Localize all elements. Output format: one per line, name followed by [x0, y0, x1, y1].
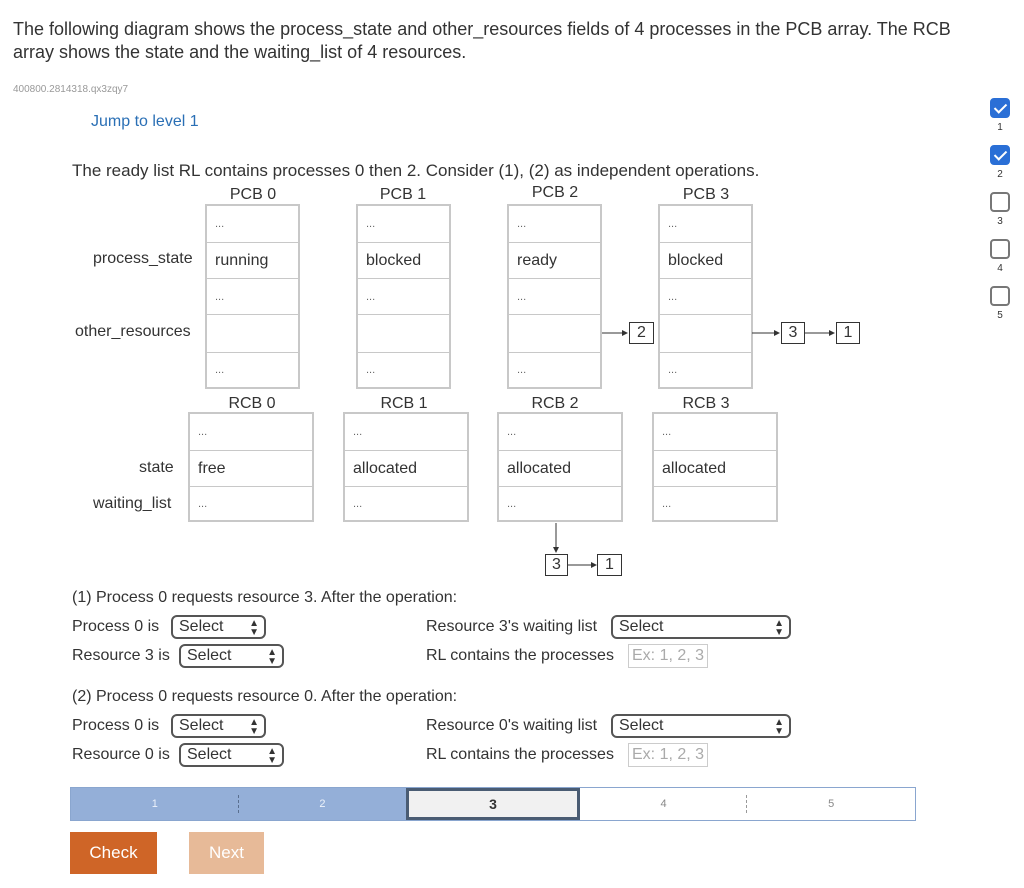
pcb-cell-ellipsis: ... [358, 279, 449, 315]
pcb-1-state: blocked [358, 243, 449, 279]
pcb-1-other-resources [358, 315, 449, 353]
rcb-1-waiting-list: ... [353, 497, 363, 510]
q2-resource-select[interactable] [179, 743, 284, 767]
question-id: 400800.2814318.qx3zqy7 [13, 84, 129, 95]
pcb-2-state: ready [509, 243, 600, 279]
pcb-cell-ellipsis: ... [207, 279, 298, 315]
pcb-cell-ellipsis: ... [358, 206, 449, 243]
level-4-checkbox[interactable] [990, 239, 1010, 259]
q1-heading: (1) Process 0 requests resource 3. After the operation: [72, 589, 458, 606]
rcb-cell-ellipsis: ... [190, 414, 312, 451]
progress-level-3[interactable]: 3 [406, 788, 580, 820]
rcb-3-waiting-list: ... [662, 497, 672, 510]
q2-heading: (2) Process 0 requests resource 0. After the operation: [72, 688, 458, 705]
rcb-1-state: allocated [345, 451, 467, 487]
rcb-3-block [652, 412, 778, 522]
pcb-2-block [507, 204, 602, 389]
progress-level-2[interactable]: 2 [239, 788, 407, 820]
select-value: Select [187, 746, 232, 763]
select-value: Select [179, 618, 224, 635]
rcb-1-title: RCB 1 [380, 395, 428, 412]
jump-to-level-link[interactable]: Jump to level 1 [91, 113, 199, 130]
pcb-cell-ellipsis: ... [660, 279, 751, 315]
pcb-cell-ellipsis: ... [207, 206, 298, 243]
select-value: Select [179, 717, 224, 734]
select-value: Select [187, 647, 232, 664]
level-checklist [988, 98, 1012, 333]
pcb2-resource-node: 2 [629, 322, 654, 344]
select-value: Select [619, 618, 664, 635]
q2-resource-label: Resource 0 is [72, 746, 170, 763]
rcb-1-block [343, 412, 469, 522]
rcb-3-state: allocated [654, 451, 776, 487]
pcb-3-block [658, 204, 753, 389]
pcb-0-block [205, 204, 300, 389]
pcb-3-title: PCB 3 [682, 186, 730, 203]
q2-waiting-select[interactable] [611, 714, 791, 738]
level-progress-bar [70, 787, 916, 821]
pcb-1-title: PCB 1 [379, 186, 427, 203]
select-arrows-icon: ▲ ▼ [267, 647, 277, 667]
next-button[interactable]: Next [189, 832, 264, 874]
pcb-3-state: blocked [660, 243, 751, 279]
pcb-0-other-resources [207, 315, 298, 353]
intro-text: The following diagram shows the process_state and other_resources fields of 4 processes in the PCB array. The RCB array shows the state and the waiting_list of 4 resources. [13, 19, 951, 62]
q1-resource-select[interactable] [179, 644, 284, 668]
pcb-0-title: PCB 0 [229, 186, 277, 203]
rcb-0-block [188, 412, 314, 522]
rcb-3-title: RCB 3 [682, 395, 730, 412]
q1-waiting-select[interactable] [611, 615, 791, 639]
select-arrows-icon: ▲ ▼ [774, 717, 784, 737]
q1-rl-input[interactable]: Ex: 1, 2, 3 [628, 644, 708, 668]
rcb-cell-ellipsis: ... [345, 414, 467, 451]
pcb-cell-ellipsis: ... [509, 206, 600, 243]
select-value: Select [619, 717, 664, 734]
q1-process-select[interactable] [171, 615, 266, 639]
level-1-checkbox[interactable] [990, 98, 1010, 118]
q1-waiting-label: Resource 3's waiting list [426, 618, 598, 635]
ready-list-text: The ready list RL contains processes 0 then 2. Consider (1), (2) as independent operations. [72, 161, 760, 180]
q2-process-label: Process 0 is [72, 717, 160, 734]
rcb2-waiting-node: 1 [597, 554, 622, 576]
level-5-checkbox[interactable] [990, 286, 1010, 306]
other-resources-label: other_resources [75, 323, 191, 340]
rcb-0-title: RCB 0 [228, 395, 276, 412]
progress-level-1[interactable]: 1 [71, 788, 239, 820]
select-arrows-icon: ▲ ▼ [249, 618, 259, 638]
q2-rl-input[interactable]: Ex: 1, 2, 3 [628, 743, 708, 767]
pcb3-resource-node: 3 [781, 322, 805, 344]
progress-level-5[interactable]: 5 [747, 788, 915, 820]
level-2-number: 2 [997, 169, 1003, 180]
pcb-2-other-resources [509, 315, 600, 353]
pcb-cell-ellipsis: ... [509, 279, 600, 315]
level-3-checkbox[interactable] [990, 192, 1010, 212]
q2-waiting-label: Resource 0's waiting list [426, 717, 598, 734]
pcb-1-block [356, 204, 451, 389]
rcb2-waiting-node: 3 [545, 554, 568, 576]
rcb-2-waiting-list: ... [507, 497, 517, 510]
rcb-2-title: RCB 2 [531, 395, 579, 412]
q1-resource-label: Resource 3 is [72, 647, 170, 664]
pcb-cell-ellipsis: ... [366, 364, 376, 376]
rcb-2-block [497, 412, 623, 522]
rcb-2-state: allocated [499, 451, 621, 487]
level-3-number: 3 [997, 216, 1003, 227]
pcb-cell-ellipsis: ... [660, 206, 751, 243]
pcb-cell-ellipsis: ... [215, 364, 225, 376]
pcb-0-state: running [207, 243, 298, 279]
select-arrows-icon: ▲ ▼ [249, 717, 259, 737]
process-state-label: process_state [93, 250, 193, 267]
pcb-2-title: PCB 2 [531, 184, 579, 201]
rcb-0-state: free [190, 451, 312, 487]
pcb-cell-ellipsis: ... [517, 364, 527, 376]
progress-level-4[interactable]: 4 [580, 788, 748, 820]
rcb-cell-ellipsis: ... [654, 414, 776, 451]
pcb3-resource-node: 1 [836, 322, 860, 344]
q2-process-select[interactable] [171, 714, 266, 738]
select-arrows-icon: ▲ ▼ [267, 746, 277, 766]
rcb-cell-ellipsis: ... [499, 414, 621, 451]
level-1-number: 1 [997, 122, 1003, 133]
rcb-state-label: state [139, 459, 174, 476]
rcb-0-waiting-list: ... [198, 497, 208, 510]
level-4-number: 4 [997, 263, 1003, 274]
waiting-list-label: waiting_list [93, 495, 172, 512]
q2-rl-label: RL contains the processes [426, 746, 614, 763]
level-2-checkbox[interactable] [990, 145, 1010, 165]
q1-rl-label: RL contains the processes [426, 647, 614, 664]
check-button[interactable]: Check [70, 832, 157, 874]
select-arrows-icon: ▲ ▼ [774, 618, 784, 638]
level-5-number: 5 [997, 310, 1003, 321]
q1-process-label: Process 0 is [72, 618, 160, 635]
pcb-cell-ellipsis: ... [668, 364, 678, 376]
